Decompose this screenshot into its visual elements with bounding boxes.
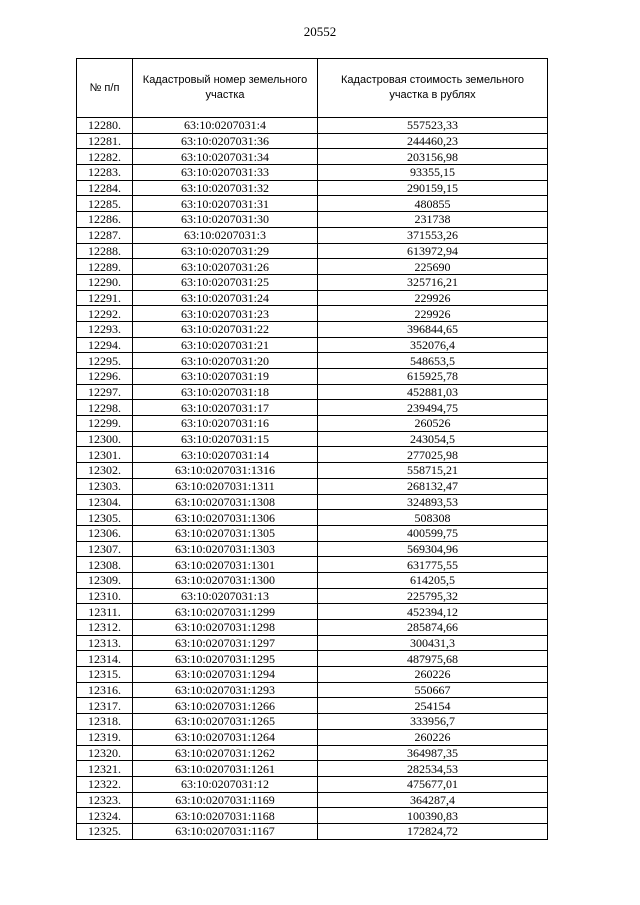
cadastral-value: 325716,21 [318, 274, 548, 290]
cadastral-number: 63:10:0207031:1265 [133, 714, 318, 730]
row-number: 12318. [77, 714, 133, 730]
header-cadastral-value: Кадастровая стоимость земельного участка в рублях [318, 59, 548, 118]
cadastral-number: 63:10:0207031:12 [133, 776, 318, 792]
row-number: 12291. [77, 290, 133, 306]
cadastral-value: 260526 [318, 416, 548, 432]
cadastral-value: 364987,35 [318, 745, 548, 761]
cadastral-value: 508308 [318, 510, 548, 526]
table-row [77, 180, 548, 196]
table-row [77, 510, 548, 526]
cadastral-value: 285874,66 [318, 620, 548, 636]
table-row [77, 745, 548, 761]
row-number: 12296. [77, 369, 133, 385]
table-row [77, 259, 548, 275]
table-row [77, 823, 548, 839]
row-number: 12322. [77, 776, 133, 792]
cadastral-value: 613972,94 [318, 243, 548, 259]
cadastral-value: 352076,4 [318, 337, 548, 353]
cadastral-number: 63:10:0207031:14 [133, 447, 318, 463]
cadastral-value: 229926 [318, 306, 548, 322]
cadastral-number: 63:10:0207031:33 [133, 165, 318, 181]
cadastral-value: 260226 [318, 667, 548, 683]
table-row [77, 118, 548, 134]
cadastral-number: 63:10:0207031:1316 [133, 463, 318, 479]
cadastral-number: 63:10:0207031:1311 [133, 478, 318, 494]
table-row [77, 463, 548, 479]
cadastral-value: 475677,01 [318, 776, 548, 792]
row-number: 12290. [77, 274, 133, 290]
row-number: 12314. [77, 651, 133, 667]
row-number: 12310. [77, 588, 133, 604]
table-row [77, 604, 548, 620]
table-body [77, 118, 548, 840]
row-number: 12308. [77, 557, 133, 573]
cadastral-number: 63:10:0207031:23 [133, 306, 318, 322]
table-row [77, 478, 548, 494]
cadastral-number: 63:10:0207031:1294 [133, 667, 318, 683]
cadastral-number: 63:10:0207031:1297 [133, 635, 318, 651]
row-number: 12323. [77, 792, 133, 808]
cadastral-number: 63:10:0207031:1293 [133, 682, 318, 698]
table-row [77, 682, 548, 698]
cadastral-number: 63:10:0207031:4 [133, 118, 318, 134]
row-number: 12281. [77, 133, 133, 149]
row-number: 12317. [77, 698, 133, 714]
cadastral-number: 63:10:0207031:29 [133, 243, 318, 259]
cadastral-value: 225795,32 [318, 588, 548, 604]
table-row [77, 165, 548, 181]
cadastral-value: 333956,7 [318, 714, 548, 730]
row-number: 12289. [77, 259, 133, 275]
cadastral-number: 63:10:0207031:1305 [133, 525, 318, 541]
table-row [77, 635, 548, 651]
row-number: 12286. [77, 212, 133, 228]
table-row [77, 494, 548, 510]
cadastral-number: 63:10:0207031:1261 [133, 761, 318, 777]
cadastral-number: 63:10:0207031:24 [133, 290, 318, 306]
row-number: 12285. [77, 196, 133, 212]
cadastral-number: 63:10:0207031:1301 [133, 557, 318, 573]
row-number: 12316. [77, 682, 133, 698]
cadastral-value: 203156,98 [318, 149, 548, 165]
cadastral-value: 550667 [318, 682, 548, 698]
cadastral-number: 63:10:0207031:36 [133, 133, 318, 149]
cadastral-number: 63:10:0207031:31 [133, 196, 318, 212]
row-number: 12298. [77, 400, 133, 416]
cadastral-value: 282534,53 [318, 761, 548, 777]
cadastral-number: 63:10:0207031:34 [133, 149, 318, 165]
row-number: 12287. [77, 227, 133, 243]
cadastral-value: 225690 [318, 259, 548, 275]
table-row [77, 447, 548, 463]
cadastral-number: 63:10:0207031:1303 [133, 541, 318, 557]
cadastral-value: 400599,75 [318, 525, 548, 541]
cadastral-value: 396844,65 [318, 321, 548, 337]
cadastral-number: 63:10:0207031:1306 [133, 510, 318, 526]
cadastral-number: 63:10:0207031:1266 [133, 698, 318, 714]
table-row [77, 274, 548, 290]
row-number: 12299. [77, 416, 133, 432]
cadastral-number: 63:10:0207031:1262 [133, 745, 318, 761]
row-number: 12324. [77, 808, 133, 824]
cadastral-number: 63:10:0207031:18 [133, 384, 318, 400]
table-row [77, 588, 548, 604]
row-number: 12313. [77, 635, 133, 651]
table-header [77, 59, 548, 118]
row-number: 12321. [77, 761, 133, 777]
table-row [77, 651, 548, 667]
table-row [77, 306, 548, 322]
cadastral-value: 100390,83 [318, 808, 548, 824]
row-number: 12284. [77, 180, 133, 196]
cadastral-value: 487975,68 [318, 651, 548, 667]
row-number: 12304. [77, 494, 133, 510]
cadastral-value: 569304,96 [318, 541, 548, 557]
table-row [77, 557, 548, 573]
cadastral-value: 254154 [318, 698, 548, 714]
cadastral-number: 63:10:0207031:20 [133, 353, 318, 369]
table-row [77, 667, 548, 683]
cadastral-value: 231738 [318, 212, 548, 228]
cadastral-number: 63:10:0207031:1169 [133, 792, 318, 808]
cadastral-value: 452394,12 [318, 604, 548, 620]
table-row [77, 431, 548, 447]
cadastral-number: 63:10:0207031:1264 [133, 729, 318, 745]
table-row [77, 353, 548, 369]
cadastral-value: 480855 [318, 196, 548, 212]
cadastral-value-table [76, 58, 548, 840]
row-number: 12320. [77, 745, 133, 761]
table-row [77, 212, 548, 228]
row-number: 12315. [77, 667, 133, 683]
cadastral-number: 63:10:0207031:3 [133, 227, 318, 243]
cadastral-value: 557523,33 [318, 118, 548, 134]
table-row [77, 698, 548, 714]
cadastral-value: 229926 [318, 290, 548, 306]
table-row [77, 792, 548, 808]
row-number: 12303. [77, 478, 133, 494]
cadastral-value: 268132,47 [318, 478, 548, 494]
table-row [77, 776, 548, 792]
cadastral-value: 324893,53 [318, 494, 548, 510]
cadastral-value: 243054,5 [318, 431, 548, 447]
row-number: 12302. [77, 463, 133, 479]
table-row [77, 196, 548, 212]
table-row [77, 541, 548, 557]
header-cadastral-number: Кадастровый номер земельного участка [133, 59, 318, 118]
row-number: 12305. [77, 510, 133, 526]
header-row [77, 59, 548, 118]
cadastral-number: 63:10:0207031:26 [133, 259, 318, 275]
table-row [77, 714, 548, 730]
table-row [77, 384, 548, 400]
cadastral-value: 615925,78 [318, 369, 548, 385]
cadastral-number: 63:10:0207031:1167 [133, 823, 318, 839]
cadastral-value: 371553,26 [318, 227, 548, 243]
row-number: 12297. [77, 384, 133, 400]
cadastral-number: 63:10:0207031:15 [133, 431, 318, 447]
cadastral-value: 239494,75 [318, 400, 548, 416]
table-row [77, 808, 548, 824]
page-number: 20552 [303, 24, 337, 39]
cadastral-value: 300431,3 [318, 635, 548, 651]
row-number: 12301. [77, 447, 133, 463]
table-row [77, 290, 548, 306]
cadastral-number: 63:10:0207031:1295 [133, 651, 318, 667]
header-num: № п/п [77, 59, 133, 118]
cadastral-value: 290159,15 [318, 180, 548, 196]
cadastral-number: 63:10:0207031:25 [133, 274, 318, 290]
cadastral-number: 63:10:0207031:1298 [133, 620, 318, 636]
table-row [77, 133, 548, 149]
cadastral-number: 63:10:0207031:16 [133, 416, 318, 432]
row-number: 12319. [77, 729, 133, 745]
table-row [77, 416, 548, 432]
cadastral-value: 558715,21 [318, 463, 548, 479]
cadastral-number: 63:10:0207031:30 [133, 212, 318, 228]
table-row [77, 572, 548, 588]
cadastral-value: 614205,5 [318, 572, 548, 588]
row-number: 12311. [77, 604, 133, 620]
table-row [77, 369, 548, 385]
cadastral-value: 260226 [318, 729, 548, 745]
row-number: 12312. [77, 620, 133, 636]
table-row [77, 149, 548, 165]
row-number: 12309. [77, 572, 133, 588]
cadastral-value: 631775,55 [318, 557, 548, 573]
row-number: 12293. [77, 321, 133, 337]
cadastral-value: 452881,03 [318, 384, 548, 400]
table-row [77, 227, 548, 243]
cadastral-value: 244460,23 [318, 133, 548, 149]
cadastral-number: 63:10:0207031:21 [133, 337, 318, 353]
cadastral-number: 63:10:0207031:22 [133, 321, 318, 337]
cadastral-value: 277025,98 [318, 447, 548, 463]
table-row [77, 729, 548, 745]
row-number: 12325. [77, 823, 133, 839]
cadastral-value: 172824,72 [318, 823, 548, 839]
table-row [77, 243, 548, 259]
row-number: 12294. [77, 337, 133, 353]
row-number: 12300. [77, 431, 133, 447]
cadastral-value: 548653,5 [318, 353, 548, 369]
table-row [77, 400, 548, 416]
row-number: 12306. [77, 525, 133, 541]
row-number: 12292. [77, 306, 133, 322]
table-row [77, 337, 548, 353]
cadastral-number: 63:10:0207031:13 [133, 588, 318, 604]
row-number: 12282. [77, 149, 133, 165]
row-number: 12283. [77, 165, 133, 181]
cadastral-number: 63:10:0207031:32 [133, 180, 318, 196]
row-number: 12295. [77, 353, 133, 369]
row-number: 12307. [77, 541, 133, 557]
table-row [77, 321, 548, 337]
table-row [77, 525, 548, 541]
row-number: 12288. [77, 243, 133, 259]
table-row [77, 620, 548, 636]
cadastral-number: 63:10:0207031:1300 [133, 572, 318, 588]
cadastral-number: 63:10:0207031:17 [133, 400, 318, 416]
cadastral-value: 93355,15 [318, 165, 548, 181]
cadastral-number: 63:10:0207031:19 [133, 369, 318, 385]
cadastral-value: 364287,4 [318, 792, 548, 808]
cadastral-number: 63:10:0207031:1168 [133, 808, 318, 824]
cadastral-number: 63:10:0207031:1308 [133, 494, 318, 510]
row-number: 12280. [77, 118, 133, 134]
table-row [77, 761, 548, 777]
cadastral-number: 63:10:0207031:1299 [133, 604, 318, 620]
